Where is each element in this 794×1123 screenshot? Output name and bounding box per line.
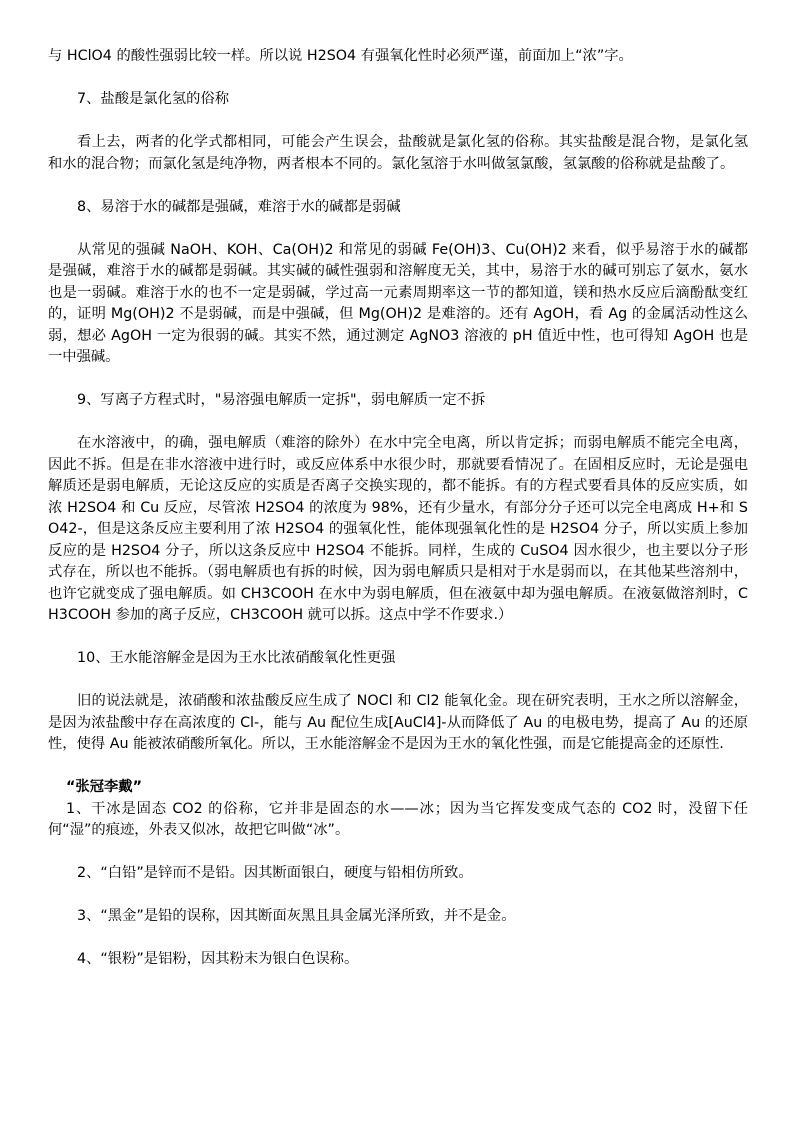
section-title: “张冠李戴” bbox=[66, 779, 142, 795]
paragraph-9: 在水溶液中，的确，强电解质（难溶的除外）在水中完全电离，所以肯定拆；而弱电解质不能完全电离，因此不拆。但是在非水溶液中进行时，或反应体系中水很少时，那就要看情况了。在固相反应时，无论是强电解质还是弱电解质，无论这反应的实质是否离子交换实现的，都不能拆。有的方程式要看具体的反应实质，如浓 H2SO4 和 Cu 反应，尽管浓 H2SO4 的浓度为 98%，还有少量水，有部分分子还可以完全电离成 H+和 SO42-，但是这条反应主要利用了浓 H2SO4 的强氧化性，能体现强氧化性的是 H2SO4 分子，所以实质上参加反应的是 H2SO4 分子，所以这条反应中 H2SO4 不能拆。同样，生成的 CuSO4 因水很少，也主要以分子形式存在，所以也不能拆。（弱电解质也有拆的时候，因为弱电解质只是相对于水是弱而以，在其他某些溶剂中，也许它就变成了强电解质。如 CH3COOH 在水中为弱电解质，但在液氨中却为强电解质。在液氨做溶剂时，CH3COOH 参加的离子反应，CH3COOH 就可以拆。这点中学不作要求.） bbox=[48, 435, 748, 623]
heading-7: 7、盐酸是氯化氢的俗称 bbox=[77, 91, 230, 107]
list-item: 3、“黑金”是铅的误称，因其断面灰黑且具金属光泽所致，并不是金。 bbox=[77, 908, 516, 924]
paragraph-7: 看上去，两者的化学式都相同，可能会产生误会，盐酸就是氯化氢的俗称。其实盐酸是混合物，是氯化氢和水的混合物；而氯化氢是纯净物，两者根本不同的。氯化氢溶于水叫做氢氯酸，氢氯酸的俗称就是盐酸了。 bbox=[48, 134, 748, 172]
paragraph-continued: 与 HClO4 的酸性强弱比较一样。所以说 H2SO4 有强氧化性时必须严谨，前面加上“浓”字。 bbox=[48, 48, 633, 64]
paragraph-10: 旧的说法就是，浓硝酸和浓盐酸反应生成了 NOCl 和 Cl2 能氧化金。现在研究表明，王水之所以溶解金，是因为浓盐酸中存在高浓度的 Cl-，能与 Au 配位生成[AuCl4]-从而降低了 Au 的电极电势，提高了 Au 的还原性，使得 Au 能被浓硝酸所氧化。所以，王水能溶解金不是因为王水的氧化性强，而是它能提高金的还原性. bbox=[48, 693, 748, 752]
heading-9: 9、写离子方程式时，"易溶强电解质一定拆"，弱电解质一定不拆 bbox=[77, 392, 486, 408]
heading-8: 8、易溶于水的碱都是强碱，难溶于水的碱都是弱碱 bbox=[77, 198, 401, 215]
list-item: 4、“银粉”是铝粉，因其粉末为银白色误称。 bbox=[77, 951, 359, 967]
document-page bbox=[48, 46, 748, 992]
list-item: 2、“白铅”是锌而不是铅。因其断面银白，硬度与铅相仿所致。 bbox=[77, 865, 473, 881]
paragraph-8: 从常见的强碱 NaOH、KOH、Ca(OH)2 和常见的弱碱 Fe(OH)3、Cu(OH)2 来看，似乎易溶于水的碱都是强碱，难溶于水的碱都是弱碱。其实碱的碱性强弱和溶解度无关，其中，易溶于水的碱可别忘了氨水，氨水也是一弱碱。难溶于水的也不一定是弱碱，学过高一元素周期率这一节的都知道，镁和热水反应后滴酚酞变红的，证明 Mg(OH)2 不是弱碱，而是中强碱，但 Mg(OH)2 是难溶的。还有 AgOH，看 Ag 的金属活动性这么弱，想必 AgOH 一定为很弱的碱。其实不然，通过测定 AgNO3 溶液的 pH 值近中性，也可得知 AgOH 也是一中强碱。 bbox=[48, 241, 748, 365]
heading-10: 10、王水能溶解金是因为王水比浓硝酸氧化性更强 bbox=[77, 650, 396, 666]
list-item: 1、干冰是固态 CO2 的俗称，它并非是固态的水——冰；因为当它挥发变成气态的 CO2 时，没留下任何“湿”的痕迹，外表又似冰，故把它叫做“冰”。 bbox=[48, 800, 748, 838]
